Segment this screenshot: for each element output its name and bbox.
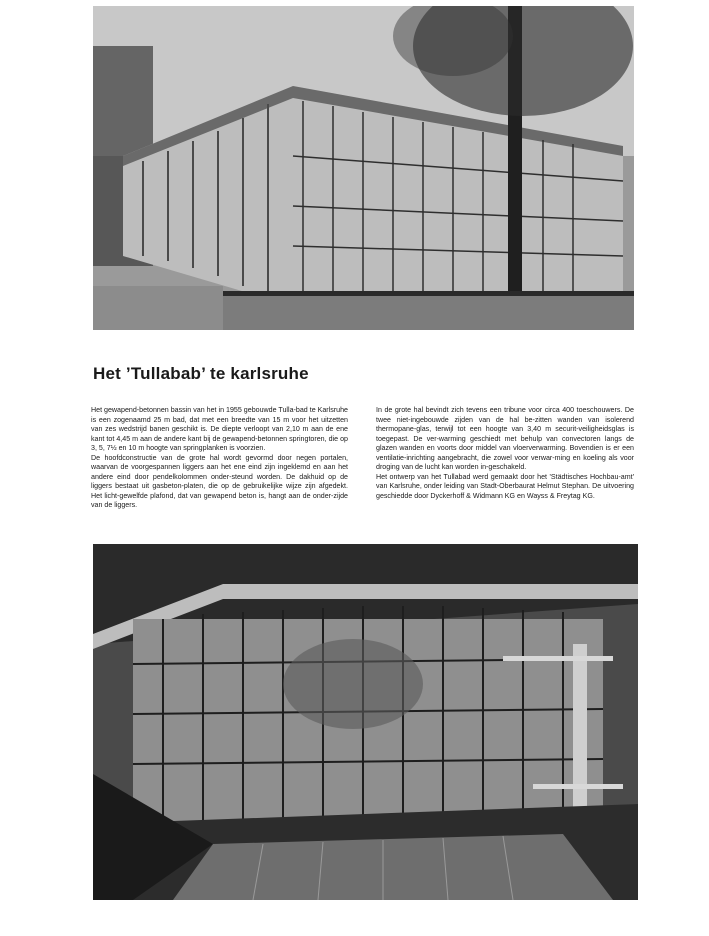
- paragraph: Het ontwerp van het Tullabad werd gemaakt door het 'Städtisches Hochbau-amt' van Karlsruhe, onder leiding van Stadt-Oberbaurat Helmut Stephan. De uitvoering geschiedde door Dyckerhoff & Widmann KG en Wayss & Freytag KG.: [376, 472, 634, 500]
- paragraph: In de grote hal bevindt zich tevens een tribune voor circa 400 toeschouwers. De twee niet-ingebouwde zijden van de hal be-zitten wanden van isolerend thermopane-glas, terwijl tot een hoogte van 3,40 m securit-veiligheidsglas is toegepast. De ver-warming geschiedt met behulp van convectoren langs de glazen wanden en voorts door middel van vloerverwarming. Bovendien is er een ventilatie-inrichting aangebracht, die zowel voor verwar-ming en koeling als voor droging van de lucht kan worden in-geschakeld.: [376, 406, 634, 471]
- interior-photo-graphic: [93, 544, 638, 900]
- paragraph: De hoofdconstructie van de grote hal wordt gevormd door negen portalen, waarvan de voorgespannen liggers aan het ene eind zijn ingeklemd en aan het andere eind door pendelkolommen onder-steund worden. De dakhuid op de liggers bestaat uit gasbeton-platen, die op de gebruikelijke wijze zijn afgedekt. Het licht-gewelfde plafond, dat van gewapend beton is, hangt aan de onder-zijde van de liggers.: [91, 453, 348, 509]
- paragraph: Het gewapend-betonnen bassin van het in 1955 gebouwde Tulla-bad te Karlsruhe is een zogenaamd 25 m bad, dat met een breedte van 15 m voor het uitzetten van zes wedstrijd banen geschikt is. De diepte verloopt van 2,10 m aan de ene kant tot 4,45 m aan de andere kant bij de gewapend-betonnen springtoren, die op 3, 5, 7½ en 10 m hoogte van springplanken is voorzien.: [91, 406, 348, 452]
- article-right-column: [376, 406, 634, 501]
- article-left-column: [91, 406, 348, 511]
- exterior-photo: [93, 6, 634, 330]
- exterior-photo-graphic: [93, 6, 634, 330]
- interior-photo: [93, 544, 638, 900]
- article-title: Het ’Tullabab’ te karlsruhe: [93, 364, 309, 383]
